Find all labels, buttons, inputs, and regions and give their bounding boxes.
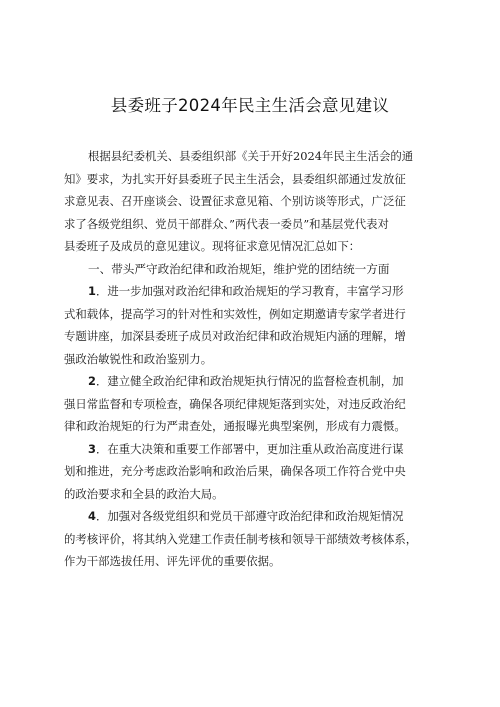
item-paragraph <box>64 370 440 438</box>
item-line: ．建立健全政治纪律和政治规矩执行情况的监督检查机制，加 <box>95 374 404 388</box>
item-line: ．进一步加强对政治纪律和政治规矩的学习教育，丰富学习形 <box>95 284 404 298</box>
item-line: 的考核评价，将其纳入党建工作责任制考核和领导干部绩效考核体系， <box>64 531 418 546</box>
item-number: 1 <box>88 284 96 298</box>
item-line: 强政治敏锐性和政治鉴别力。 <box>64 351 213 366</box>
document-title: 县委班子2024年民主生活会意见建议 <box>110 96 390 115</box>
intro-line: 知》要求，为扎实开好县委班子民主生活会，县委组织部通过发放征 <box>64 171 406 186</box>
intro-line: 根据县纪委机关、县委组织部《关于开好2024年民主生活会的通 <box>88 149 414 163</box>
item-line: 律和政治规矩的行为严肃查处，通报曝光典型案例，形成有力震慑。 <box>64 419 406 433</box>
item-line: 式和载体，提高学习的针对性和实效性，例如定期邀请专家学者进行 <box>64 306 406 321</box>
item-line: 的政治要求和全县的政治大局。 <box>64 486 224 501</box>
item-paragraph <box>64 505 440 573</box>
intro-paragraph <box>64 145 440 258</box>
item-number: 2 <box>88 374 96 388</box>
intro-line: 求了各级党组织、党员干部群众、”两代表一委员”和基层党代表对 <box>64 216 389 231</box>
item-line: ．在重大决策和重要工作部署中，更加注重从政治高度进行谋 <box>95 441 404 456</box>
intro-line: 县委班子及成员的意见建议。现将征求意见情况汇总如下： <box>64 239 361 253</box>
intro-line: 求意见表、召开座谈会、设置征求意见箱、个别访谈等形式，广泛征 <box>64 194 406 208</box>
item-line: 作为干部选拔任用、评先评优的重要依据。 <box>64 554 281 568</box>
item-paragraph <box>64 280 440 370</box>
item-number: 3 <box>88 441 96 456</box>
item-line: 划和推进，充分考虑政治影响和政治后果，确保各项工作符合党中央 <box>64 464 406 478</box>
item-line: 专题讲座，加深县委班子成员对政治纪律和政治规矩内涵的理解，增 <box>64 329 406 343</box>
item-paragraph <box>64 438 440 506</box>
item-number: 4 <box>88 509 96 523</box>
item-line: 强日常监督和专项检查，确保各项纪律规矩落到实处，对违反政治纪 <box>64 396 406 411</box>
section-heading: 一、带头严守政治纪律和政治规矩，维护党的团结统一方面 <box>88 261 390 276</box>
item-line: ．加强对各级党组织和党员干部遵守政治纪律和政治规矩情况 <box>95 509 404 523</box>
document-body <box>64 145 440 573</box>
